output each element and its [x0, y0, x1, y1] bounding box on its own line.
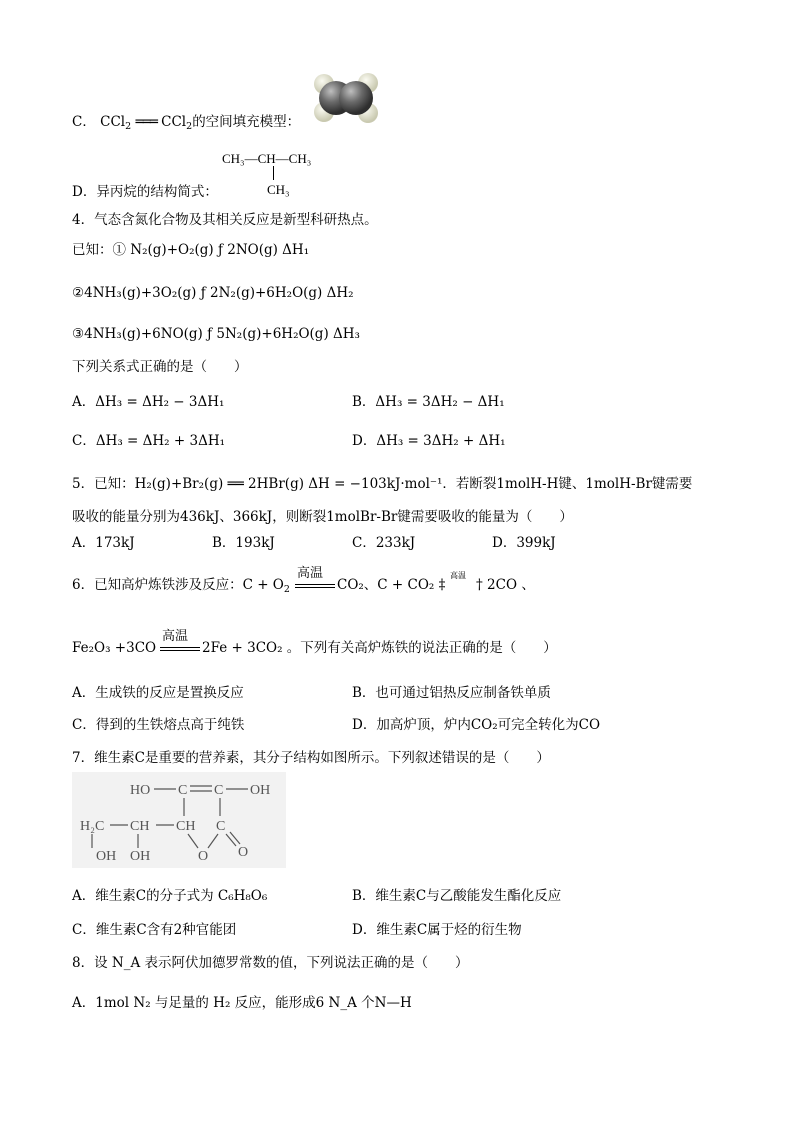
q6-equals-sign-1: [295, 584, 335, 588]
q6-condition-1: 高温: [297, 566, 324, 581]
q6-line-1a: 6．已知高炉炼铁涉及反应：$C + O_2$: [72, 577, 290, 595]
q6-condition-3: 高温: [162, 629, 189, 644]
q4-stem: 4．气态含氮化合物及其相关反应是新型科研热点。: [72, 212, 378, 228]
q6-option-b: B．也可通过铝热反应制备铁单质: [352, 685, 551, 701]
q6-equals-sign-3: [160, 647, 200, 651]
q7-option-a: A．维生素C的分子式为 C₆H₈O₆: [72, 888, 268, 904]
q8-stem: 8．设 N_A 表示阿伏加德罗常数的值，下列说法正确的是（ ）: [72, 955, 469, 971]
vc-label-c1: C: [178, 783, 188, 798]
isopropane-structure-bottom: CH₃: [267, 182, 290, 197]
q6-line-1b: CO₂、C + CO₂ ‡: [337, 577, 446, 593]
q5-line-2: 吸收的能量分别为436kJ、366kJ，则断裂1molBr-Br键需要吸收的能量为（ ）: [72, 509, 573, 525]
vc-label-h2c: H₂C: [80, 819, 105, 834]
q4-reaction-1: 已知：① N₂(g)+O₂(g) ƒ 2NO(g) ΔH₁: [72, 242, 310, 258]
q5-line-1: 5．已知：H₂(g)+Br₂(g) ══ 2HBr(g) ΔH = −103kJ·mol⁻¹．若断裂1molH-H键、1molH-Br键需要: [72, 476, 693, 492]
q5-option-b: B．193kJ: [212, 535, 275, 551]
q4-option-c: C．ΔH₃ = ΔH₂ + 3ΔH₁: [72, 433, 226, 449]
vc-label-o-keto: O: [238, 845, 249, 860]
q5-option-d: D．399kJ: [492, 535, 556, 551]
isopropane-structure-top: CH₃—CH—CH₃: [222, 151, 312, 166]
q7-option-b: B．维生素C与乙酸能发生酯化反应: [352, 888, 562, 904]
vc-label-oh1: OH: [250, 783, 271, 798]
q6-option-a: A．生成铁的反应是置换反应: [72, 685, 244, 701]
vc-label-c3: C: [216, 819, 226, 834]
q5-option-a: A．173kJ: [72, 535, 135, 551]
vc-label-c2: C: [214, 783, 224, 798]
q7-option-d: D．维生素C属于烃的衍生物: [352, 922, 522, 938]
vitamin-c-structure-diagram: [72, 772, 286, 868]
q6-line-1c: † 2CO 、: [476, 577, 535, 593]
q4-reaction-3: ③4NH₃(g)+6NO(g) ƒ 5N₂(g)+6H₂O(g) ΔH₃: [72, 326, 360, 342]
q6-line-2b: 2Fe + 3CO₂ 。下列有关高炉炼铁的说法正确的是（ ）: [202, 640, 557, 656]
q4-option-b: B．ΔH₃ = 3ΔH₂ − ΔH₁: [352, 394, 505, 410]
q6-condition-2: 高温: [450, 571, 466, 580]
q7-option-c: C．维生素C含有2种官能团: [72, 922, 237, 938]
option-d-text: D．异丙烷的结构简式：: [72, 184, 218, 200]
option-c-text: C． CCl$_2$ ═══ CCl$_2$的空间填充模型：: [72, 114, 301, 132]
q4-option-d: D．ΔH₃ = 3ΔH₂ + ΔH₁: [352, 433, 506, 449]
q6-line-2a: Fe₂O₃ +3CO: [72, 640, 157, 656]
q6-option-c: C．得到的生铁熔点高于纯铁: [72, 717, 245, 733]
vc-label-o-ring: O: [198, 849, 209, 864]
vc-label-oh3: OH: [130, 849, 151, 864]
q5-option-c: C．233kJ: [352, 535, 416, 551]
q4-option-a: A．ΔH₃ = ΔH₂ − 3ΔH₁: [72, 394, 225, 410]
q4-reaction-2: ②4NH₃(g)+3O₂(g) ƒ 2N₂(g)+6H₂O(g) ΔH₂: [72, 285, 354, 301]
q4-ask: 下列关系式正确的是（ ）: [72, 359, 248, 375]
q7-stem: 7．维生素C是重要的营养素，其分子结构如图所示。下列叙述错误的是（ ）: [72, 750, 550, 766]
space-filling-model-image: [312, 70, 380, 126]
q8-option-a: A．1mol N₂ 与足量的 H₂ 反应，能形成6 N_A 个N—H: [72, 995, 412, 1011]
vc-label-ch1: CH: [130, 819, 150, 834]
q6-option-d: D．加高炉顶，炉内CO₂可完全转化为CO: [352, 717, 601, 733]
vc-label-ch2: CH: [176, 819, 196, 834]
vc-label-oh2: OH: [96, 849, 117, 864]
structure-bond-line: [273, 166, 274, 180]
vc-label-ho: HO: [130, 783, 151, 798]
